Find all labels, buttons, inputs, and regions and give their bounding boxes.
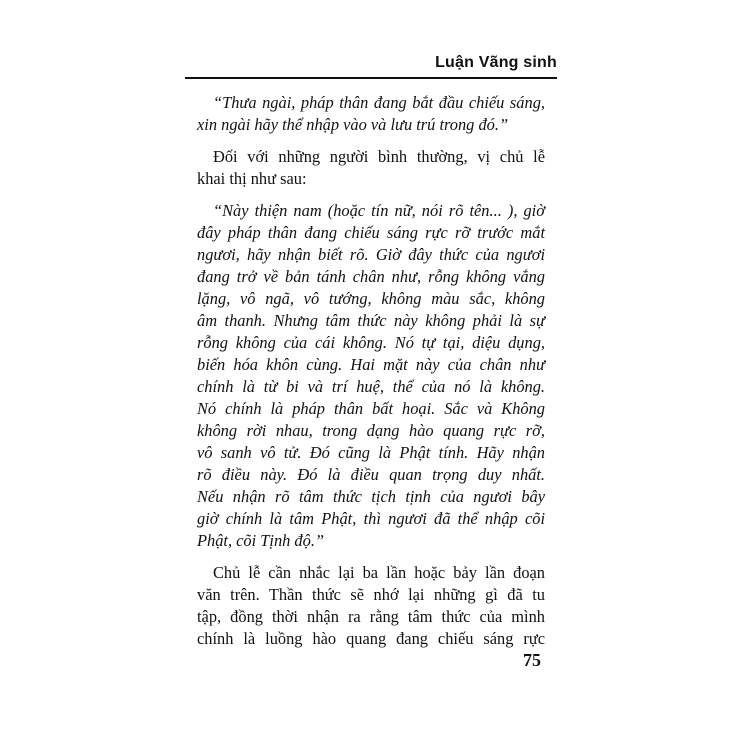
text-line: giờ chính là tâm Phật, thì ngươi đã thể nhập cõi	[197, 509, 545, 528]
text-line: văn trên. Thần thức sẽ nhớ lại những gì đã tu	[197, 585, 545, 604]
text-line: Chủ lễ cần nhắc lại ba lần hoặc bảy lần đoạn	[213, 563, 545, 582]
text-line: xin ngài hãy thể nhập vào và lưu trú trong đó.”	[197, 115, 509, 134]
text-line: vô sanh vô tử. Đó cũng là Phật tính. Hãy nhận	[197, 443, 545, 462]
text-line: Đối với những người bình thường, vị chủ lễ	[213, 147, 545, 166]
paragraph-instruction	[197, 562, 545, 650]
text-line: Nó chính là pháp thân bất hoại. Sắc và Không	[197, 399, 545, 418]
text-line: đang trở về bản tánh chân như, rỗng không vắng	[197, 267, 545, 286]
text-line: “Thưa ngài, pháp thân đang bắt đầu chiếu sáng,	[213, 93, 545, 112]
text-line: chính là luồng hào quang đang chiếu sáng rực	[197, 629, 545, 648]
paragraph-quote-2	[197, 200, 545, 552]
text-line: rõ điều này. Đó là điều quan trọng duy nhất.	[197, 465, 545, 484]
text-line: lặng, vô ngã, vô tướng, không màu sắc, không	[197, 289, 545, 308]
page-number: 75	[523, 650, 541, 670]
text-line: biến hóa khôn cùng. Hai mặt này của chân như	[197, 355, 545, 374]
text-line: chính là từ bi và trí huệ, thể của nó là không.	[197, 377, 545, 396]
header-rule	[185, 77, 557, 79]
paragraph-intro	[197, 146, 545, 190]
text-line: Phật, cõi Tịnh độ.”	[197, 531, 325, 550]
text-line: không rời nhau, trong dạng hào quang rực rỡ,	[197, 421, 545, 440]
text-line: đây pháp thân đang chiếu sáng rực rỡ trước mắt	[197, 223, 545, 242]
text-line: tập, đồng thời nhận ra rằng tâm thức của mình	[197, 607, 545, 626]
running-header-title: Luận Vãng sinh	[435, 54, 557, 71]
text-line: “Này thiện nam (hoặc tín nữ, nói rõ tên... ), giờ	[213, 201, 545, 220]
text-line: khai thị như sau:	[197, 169, 307, 188]
text-line: âm thanh. Nhưng tâm thức này không phải là sự	[197, 311, 545, 330]
text-line: rỗng không của cái không. Nó tự tại, diệu dụng,	[197, 333, 545, 352]
body-text	[197, 92, 545, 650]
text-line: ngươi, hãy nhận biết rõ. Giờ đây thức của ngươi	[197, 245, 545, 264]
paragraph-quote-1	[197, 92, 545, 136]
text-line: Nếu nhận rõ tâm thức tịch tịnh của ngươi bây	[197, 487, 545, 506]
